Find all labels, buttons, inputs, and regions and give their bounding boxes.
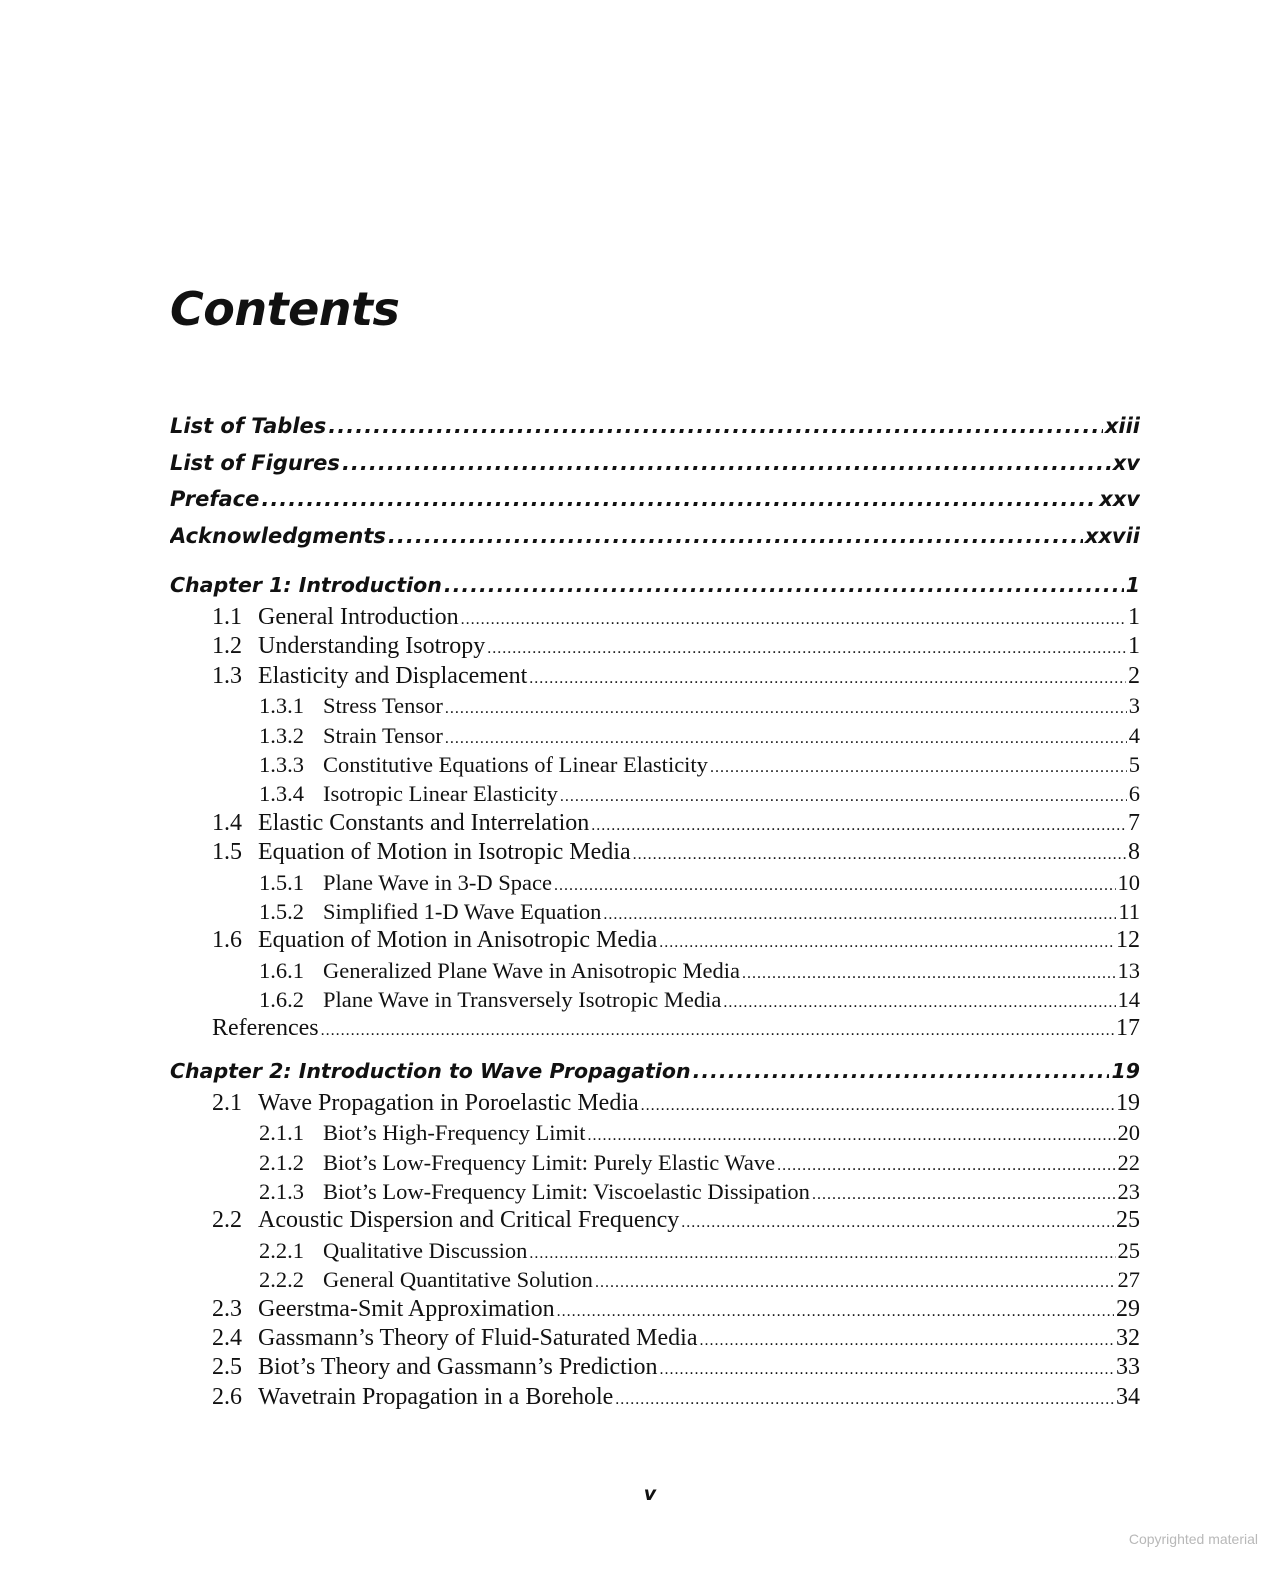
toc-page-number: 32 [1116,1324,1140,1351]
toc-section-number: 1.5.1 [259,869,304,895]
toc-section-title: Biot’s Low-Frequency Limit: Viscoelastic Dissipation [323,1179,810,1205]
toc-section-label [212,1383,613,1412]
leader-dots [641,1098,1114,1114]
toc-section-title: Gassmann’s Theory of Fluid-Saturated Media [258,1324,698,1351]
toc-section-title: References [212,1015,319,1042]
leader-dots [633,847,1126,863]
table-of-contents [170,408,1140,1412]
toc-section-title: Biot’s Low-Frequency Limit: Purely Elastic Wave [323,1149,776,1175]
leader-dots [615,1392,1114,1408]
toc-page-number: 1 [1128,604,1140,630]
leader-dots [445,731,1127,747]
toc-page-number: 1 [1128,633,1140,660]
toc-section-title: Isotropic Linear Elasticity [323,781,558,807]
toc-section-title: Elastic Constants and Interrelation [258,809,590,836]
toc-section-title: Generalized Plane Wave in Anisotropic Media [323,957,741,983]
leader-dots [529,671,1126,687]
toc-section-number: 1.3 [212,662,242,689]
leader-dots [742,966,1115,982]
toc-section-entry[interactable] [170,691,1140,720]
toc-entry-title: List of Figures [170,450,340,475]
toc-page-number: 14 [1117,987,1140,1013]
toc-section-title: Acoustic Dispersion and Critical Frequency [258,1207,680,1234]
leader-dots [723,995,1115,1011]
toc-section-title: General Introduction [258,604,459,630]
toc-section-title: Equation of Motion in Isotropic Media [258,839,631,866]
leader-dots [699,1333,1114,1349]
toc-section-number: 2.2.2 [259,1267,304,1293]
chapter-list [170,554,1140,1412]
toc-section-title: Plane Wave in Transversely Isotropic Media [323,987,722,1013]
toc-section-label [212,1206,679,1235]
toc-chapter-entry[interactable] [170,1053,1140,1089]
toc-page-number: 10 [1117,869,1140,895]
toc-page-number: 17 [1116,1015,1140,1042]
toc-section-label [212,1089,639,1118]
leader-dots [554,878,1116,894]
toc-chapter-title: Chapter 2: Introduction to Wave Propagation [170,1058,691,1083]
toc-section-entry[interactable] [170,868,1140,897]
toc-section-title: Stress Tensor [323,693,443,719]
toc-section-entry[interactable] [170,956,1140,985]
toc-section-number: 2.1 [212,1089,242,1116]
toc-entry-title: Preface [170,487,260,511]
leader-dots [557,1304,1114,1320]
leader-dots [591,818,1126,834]
toc-section-entry[interactable] [170,897,1140,926]
leader-dots [710,760,1127,776]
toc-page-number: 3 [1128,693,1140,719]
toc-section-number: 1.3.3 [259,751,304,777]
toc-section-title: Understanding Isotropy [258,633,486,660]
leader-dots [681,1215,1114,1231]
spacer [170,554,1140,567]
toc-page-number: 12 [1116,927,1140,954]
toc-section-entry[interactable] [170,1148,1140,1177]
leader-dots [595,1275,1116,1291]
toc-page-number: 2 [1128,662,1140,689]
toc-section-label [212,632,485,661]
toc-section-label [259,868,552,897]
copyright-note: Copyrighted material [1128,1531,1258,1547]
toc-page-number: 13 [1117,957,1140,983]
toc-section-title: Simplified 1-D Wave Equation [323,898,602,924]
toc-section-label [212,662,527,691]
toc-section-label [212,1324,697,1353]
toc-section-number: 1.6 [212,927,242,954]
toc-section-label [259,750,708,779]
toc-section-label [212,1295,555,1324]
leader-dots [812,1187,1116,1203]
toc-section-label [212,1014,319,1043]
toc-section-entry[interactable] [170,1177,1140,1206]
toc-page-number: 23 [1117,1179,1140,1205]
toc-page-number: 4 [1128,722,1140,748]
toc-page-number: 19 [1111,1058,1140,1083]
leader-dots [328,416,1103,437]
toc-section-label [259,1148,775,1177]
leader-dots [445,701,1127,717]
toc-section-label [259,956,740,985]
toc-section-entry[interactable] [170,1324,1140,1353]
toc-section-title: Plane Wave in 3-D Space [323,869,552,895]
toc-section-label [212,809,589,838]
leader-dots [461,612,1126,628]
toc-section-entry[interactable] [170,1089,1140,1118]
page-title: Contents [170,282,400,336]
toc-section-entry[interactable] [170,809,1140,838]
toc-section-label [259,779,558,808]
toc-section-entry[interactable] [170,1014,1140,1043]
toc-section-label [212,926,657,955]
toc-section-entry[interactable] [170,1118,1140,1147]
toc-section-number: 2.1.1 [259,1120,304,1146]
toc-section-title: General Quantitative Solution [323,1267,593,1293]
toc-page-number: xv [1112,450,1140,475]
leader-dots [388,526,1083,547]
toc-section-number: 2.1.3 [259,1179,304,1205]
toc-section-entry[interactable] [170,838,1140,867]
toc-section-number: 1.3.2 [259,722,304,748]
leader-dots [342,453,1111,474]
toc-section-title: Equation of Motion in Anisotropic Media [258,927,658,954]
toc-section-title: Biot’s Theory and Gassmann’s Prediction [258,1354,658,1381]
toc-page-number: 34 [1116,1383,1140,1410]
toc-front-entry[interactable] [170,445,1140,482]
toc-section-title: Strain Tensor [323,722,443,748]
toc-section-number: 2.1.2 [259,1149,304,1175]
toc-page-number: 5 [1128,751,1140,777]
toc-page-number: xiii [1104,414,1140,438]
toc-front-entry[interactable] [170,518,1140,555]
toc-page-number: xxv [1099,487,1140,511]
toc-section-entry[interactable] [170,632,1140,661]
toc-chapter-title: Chapter 1: Introduction [170,573,442,597]
toc-section-entry[interactable] [170,1295,1140,1324]
leader-dots [603,907,1116,923]
toc-section-entry[interactable] [170,750,1140,779]
toc-page-number: 27 [1117,1267,1140,1293]
toc-front-entry[interactable] [170,408,1140,445]
toc-page-number: 8 [1128,839,1140,866]
toc-section-label [212,603,459,632]
toc-section-number: 1.5 [212,839,242,866]
toc-section-entry[interactable] [170,779,1140,808]
toc-page-number: xxvii [1084,523,1140,548]
leader-dots [487,641,1126,657]
toc-section-entry[interactable] [170,1383,1140,1412]
toc-section-number: 1.5.2 [259,898,304,924]
toc-section-number: 1.6.2 [259,987,304,1013]
toc-front-entry[interactable] [170,481,1140,518]
toc-section-number: 1.1 [212,604,242,630]
toc-section-label [212,838,631,867]
leader-dots [560,789,1127,805]
toc-section-label [259,1265,593,1294]
leader-dots [659,935,1114,951]
toc-section-number: 2.2.1 [259,1237,304,1263]
toc-section-title: Elasticity and Displacement [258,662,528,689]
toc-section-entry[interactable] [170,603,1140,632]
toc-page-number: 11 [1118,898,1140,924]
leader-dots [660,1362,1114,1378]
toc-section-entry[interactable] [170,1206,1140,1235]
toc-page-number: 33 [1116,1354,1140,1381]
toc-section-number: 1.4 [212,809,242,836]
toc-section-number: 2.4 [212,1324,242,1351]
toc-page-number: 1 [1125,573,1140,597]
toc-section-label [259,691,443,720]
toc-section-entry[interactable] [170,985,1140,1014]
toc-section-label [259,985,721,1014]
spacer [170,1044,1140,1053]
toc-page-number: 29 [1116,1295,1140,1322]
toc-entry-title: Acknowledgments [170,523,386,548]
toc-section-number: 1.3.4 [259,781,304,807]
toc-section-title: Constitutive Equations of Linear Elasticity [323,751,708,777]
toc-page-number: 25 [1117,1237,1140,1263]
toc-chapter-entry[interactable] [170,567,1140,603]
toc-section-entry[interactable] [170,662,1140,691]
toc-section-title: Wave Propagation in Poroelastic Media [258,1089,639,1116]
toc-section-number: 1.6.1 [259,957,304,983]
toc-page-number: 20 [1117,1120,1140,1146]
toc-section-label [259,1236,527,1265]
toc-page-number: 7 [1128,809,1140,836]
toc-page-number: 22 [1117,1149,1140,1175]
toc-section-number: 2.5 [212,1354,242,1381]
toc-section-title: Biot’s High-Frequency Limit [323,1120,586,1146]
toc-section-label [259,721,443,750]
toc-section-title: Qualitative Discussion [323,1237,528,1263]
toc-section-label [259,897,601,926]
toc-section-entry[interactable] [170,721,1140,750]
toc-section-label [259,1118,585,1147]
leader-dots [693,1061,1110,1082]
toc-section-entry[interactable] [170,1353,1140,1382]
toc-entry-title: List of Tables [170,414,327,438]
toc-section-number: 2.3 [212,1295,242,1322]
toc-page-number: 25 [1116,1207,1140,1234]
toc-section-number: 2.6 [212,1383,242,1410]
toc-section-entry[interactable] [170,1265,1140,1294]
leader-dots [444,575,1124,596]
toc-page-number: 19 [1116,1089,1140,1116]
toc-section-title: Wavetrain Propagation in a Borehole [258,1383,614,1410]
toc-section-number: 2.2 [212,1207,242,1234]
leader-dots [777,1158,1115,1174]
toc-section-label [212,1353,658,1382]
leader-dots [261,489,1097,510]
leader-dots [321,1023,1114,1039]
front-matter-list [170,408,1140,554]
toc-section-number: 1.2 [212,633,242,660]
toc-section-entry[interactable] [170,926,1140,955]
toc-section-label [259,1177,810,1206]
leader-dots [587,1128,1115,1144]
toc-section-number: 1.3.1 [259,693,304,719]
toc-page-number: 6 [1128,781,1140,807]
leader-dots [529,1246,1115,1262]
toc-section-entry[interactable] [170,1236,1140,1265]
toc-section-title: Geerstma-Smit Approximation [258,1295,555,1322]
page-number: v [643,1483,657,1505]
